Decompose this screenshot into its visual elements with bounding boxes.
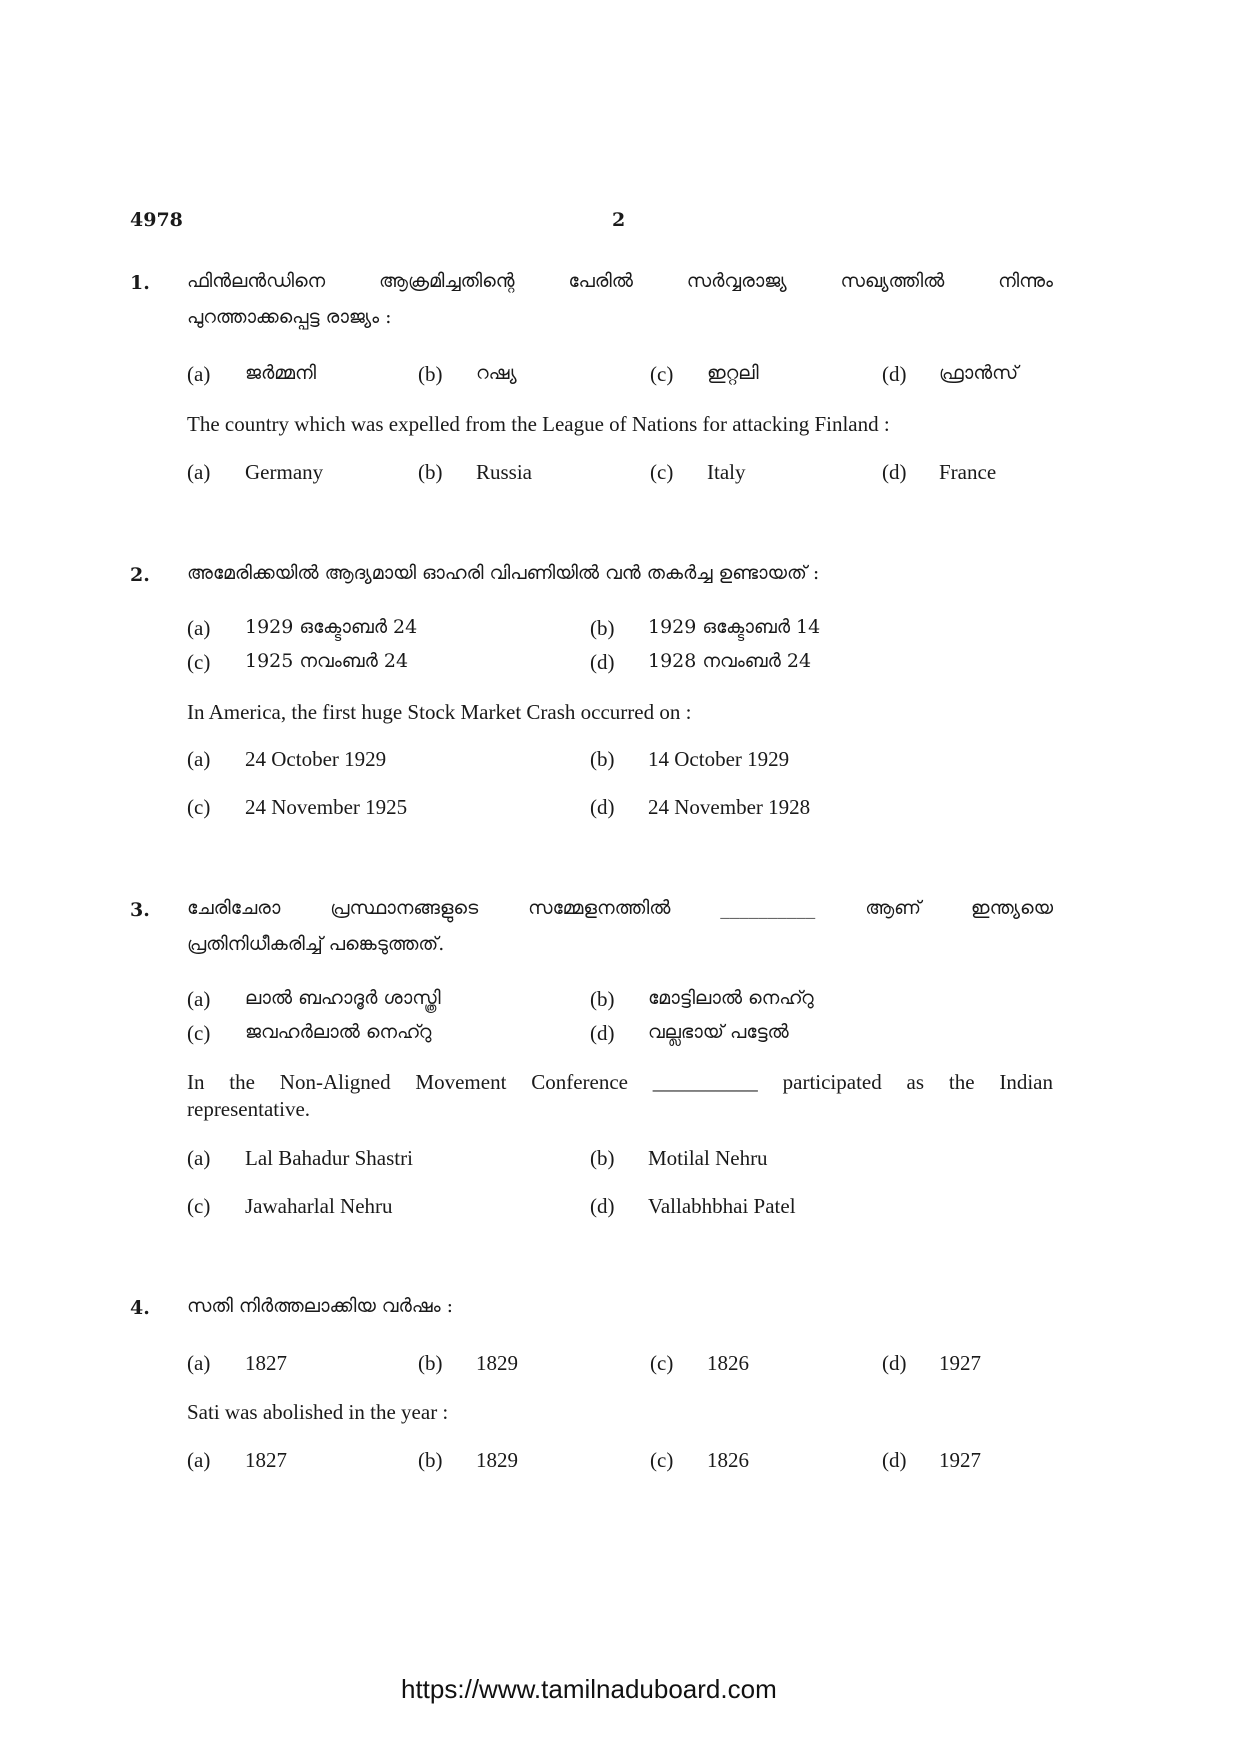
option-d-ml: 1927 bbox=[939, 1351, 981, 1375]
option-b-ml: 1929 ഒക്ടോബർ 14 bbox=[648, 616, 821, 638]
question-paper-code: 4978 bbox=[130, 209, 183, 231]
option-letter: (b) bbox=[418, 362, 443, 386]
option-c-en: Jawaharlal Nehru bbox=[245, 1194, 393, 1218]
option-letter: (c) bbox=[650, 362, 674, 386]
option-c-en: 24 November 1925 bbox=[245, 795, 408, 819]
option-b-ml: റഷ്യ bbox=[476, 362, 517, 384]
option-a-en: 1827 bbox=[245, 1448, 287, 1472]
question-text-ml-cont: പ്രതിനിധീകരിച്ച് പങ്കെടുത്തത്. bbox=[187, 933, 445, 955]
option-letter: (c) bbox=[187, 795, 211, 819]
option-c-ml: 1925 നവംബർ 24 bbox=[245, 650, 409, 672]
option-letter: (c) bbox=[650, 460, 674, 484]
footer-url[interactable]: https://www.tamilnaduboard.com bbox=[401, 1674, 777, 1704]
option-c-en: 1826 bbox=[707, 1448, 749, 1472]
option-d-ml: വല്ലഭായ് പട്ടേൽ bbox=[648, 1021, 789, 1043]
question-text-ml: അമേരിക്കയിൽ ആദ്യമായി ഓഹരി വിപണിയിൽ വൻ തകർച്ച ഉണ്ടായത് : bbox=[187, 562, 820, 584]
option-letter: (c) bbox=[650, 1351, 674, 1375]
option-b-ml: 1829 bbox=[476, 1351, 518, 1375]
option-d-en: Vallabhbhai Patel bbox=[648, 1194, 796, 1218]
option-letter: (d) bbox=[882, 1448, 907, 1472]
option-a-ml: 1827 bbox=[245, 1351, 287, 1375]
option-b-ml: മോട്ടിലാൽ നെഹ്റു bbox=[648, 987, 814, 1009]
option-a-ml: 1929 ഒക്ടോബർ 24 bbox=[245, 616, 418, 638]
option-b-en: Russia bbox=[476, 460, 533, 484]
option-b-en: Motilal Nehru bbox=[648, 1146, 768, 1170]
question-text-ml: സതി നിർത്തലാക്കിയ വർഷം : bbox=[187, 1295, 454, 1317]
option-letter: (d) bbox=[590, 650, 615, 674]
option-letter: (a) bbox=[187, 616, 211, 640]
question-text-ml: ഫിൻലൻഡിനെ ആക്രമിച്ചതിന്റെ പേരിൽ സർവ്വരാജ്യ സഖ്യത്തിൽ നിന്നും bbox=[187, 270, 1053, 292]
option-letter: (d) bbox=[590, 795, 615, 819]
option-letter: (c) bbox=[187, 1021, 211, 1045]
option-letter: (b) bbox=[590, 987, 615, 1011]
option-a-ml: ജർമ്മനി bbox=[245, 362, 317, 384]
option-d-ml: 1928 നവംബർ 24 bbox=[648, 650, 812, 672]
option-letter: (a) bbox=[187, 987, 211, 1011]
option-letter: (a) bbox=[187, 1448, 211, 1472]
option-d-en: France bbox=[939, 460, 997, 484]
option-letter: (b) bbox=[590, 1146, 615, 1170]
option-letter: (c) bbox=[187, 650, 211, 674]
option-letter: (d) bbox=[590, 1021, 615, 1045]
option-a-en: Germany bbox=[245, 460, 324, 484]
option-a-en: Lal Bahadur Shastri bbox=[245, 1146, 413, 1170]
option-letter: (d) bbox=[882, 362, 907, 386]
option-letter: (b) bbox=[590, 747, 615, 771]
option-c-ml: 1826 bbox=[707, 1351, 749, 1375]
option-letter: (a) bbox=[187, 1351, 211, 1375]
question-text-en: In America, the first huge Stock Market Crash occurred on : bbox=[187, 700, 692, 724]
option-letter: (d) bbox=[882, 460, 907, 484]
option-letter: (b) bbox=[418, 1351, 443, 1375]
option-a-ml: ലാൽ ബഹാദൂർ ശാസ്ത്രി bbox=[245, 987, 441, 1009]
option-letter: (b) bbox=[590, 616, 615, 640]
page-number: 2 bbox=[612, 209, 626, 231]
question-text-ml-cont: പുറത്താക്കപ്പെട്ട രാജ്യം : bbox=[187, 306, 392, 328]
option-letter: (a) bbox=[187, 747, 211, 771]
option-letter: (a) bbox=[187, 460, 211, 484]
option-letter: (d) bbox=[882, 1351, 907, 1375]
question-text-ml: ചേരിചേരാ പ്രസ്ഥാനങ്ങളുടെ സമ്മേളനത്തിൽ __________ ആണ് ഇന്ത്യയെ bbox=[187, 897, 1053, 919]
question-text-en-cont: representative. bbox=[187, 1097, 311, 1121]
option-letter: (b) bbox=[418, 1448, 443, 1472]
option-letter: (a) bbox=[187, 1146, 211, 1170]
option-d-en: 1927 bbox=[939, 1448, 981, 1472]
option-c-ml: ഇറ്റലി bbox=[707, 362, 759, 384]
question-text-en: Sati was abolished in the year : bbox=[187, 1400, 449, 1424]
option-letter: (c) bbox=[650, 1448, 674, 1472]
option-letter: (c) bbox=[187, 1194, 211, 1218]
option-c-en: Italy bbox=[707, 460, 746, 484]
option-letter: (a) bbox=[187, 362, 211, 386]
option-letter: (d) bbox=[590, 1194, 615, 1218]
option-b-en: 1829 bbox=[476, 1448, 518, 1472]
question-text-en: In the Non-Aligned Movement Conference __________ participated as the Indian bbox=[187, 1070, 1053, 1094]
option-b-en: 14 October 1929 bbox=[648, 747, 790, 771]
question-number: 1. bbox=[130, 272, 150, 294]
question-number: 3. bbox=[130, 899, 150, 921]
option-c-ml: ജവഹർലാൽ നെഹ്റു bbox=[245, 1021, 432, 1043]
question-text-en: The country which was expelled from the League of Nations for attacking Finland : bbox=[187, 412, 890, 436]
question-number: 4. bbox=[130, 1297, 150, 1319]
option-letter: (b) bbox=[418, 460, 443, 484]
question-number: 2. bbox=[130, 564, 150, 586]
option-d-en: 24 November 1928 bbox=[648, 795, 811, 819]
option-a-en: 24 October 1929 bbox=[245, 747, 387, 771]
option-d-ml: ഫ്രാൻസ് bbox=[939, 362, 1019, 384]
